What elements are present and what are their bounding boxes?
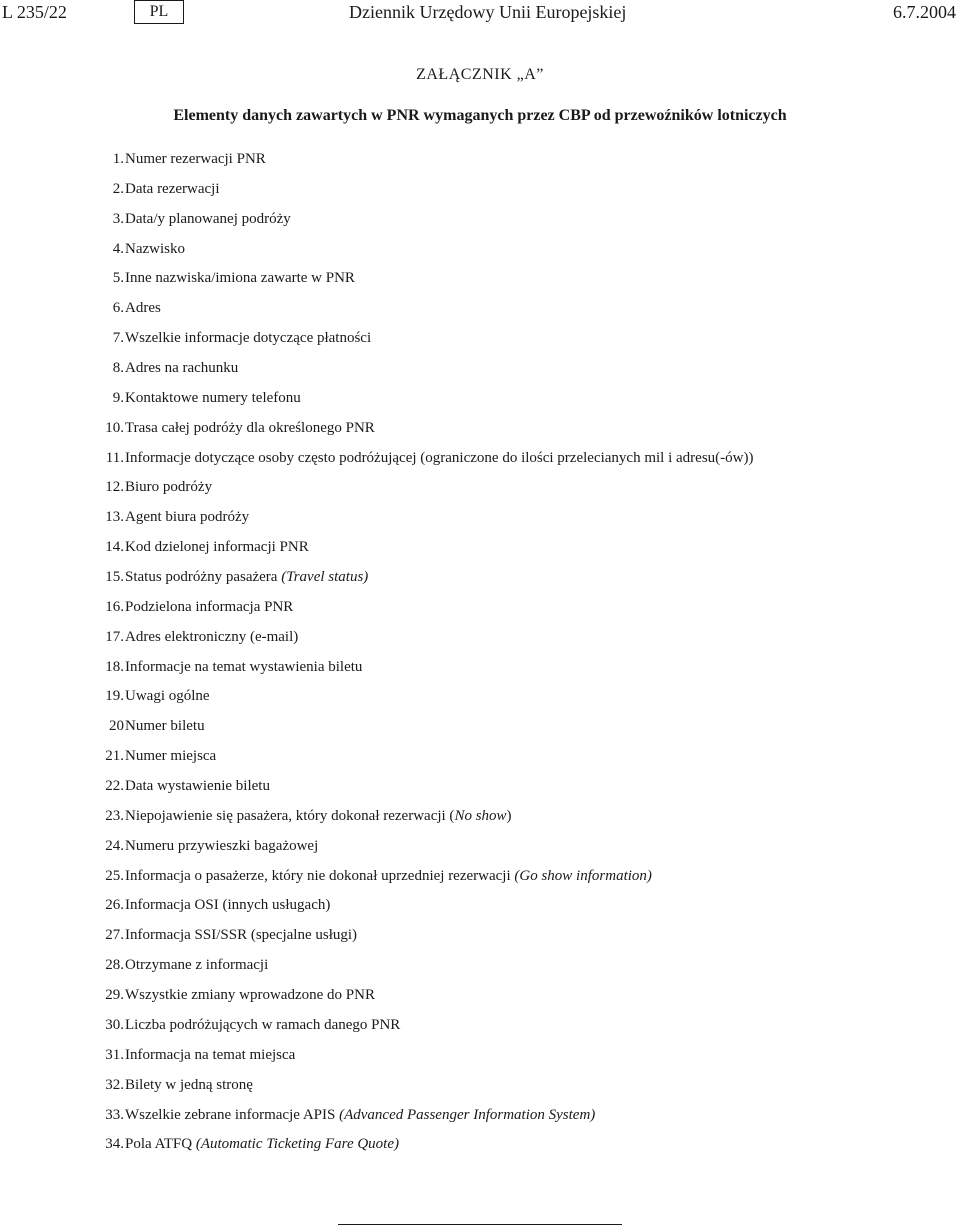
text-segment: Agent biura podróży — [125, 509, 250, 526]
text-segment: Otrzymane z informacji — [125, 957, 269, 974]
list-item — [0, 685, 960, 715]
list-item-number: 32. — [105, 1076, 124, 1093]
list-item-text — [125, 536, 309, 558]
list-item-text — [125, 267, 355, 289]
list-item — [0, 387, 960, 417]
list-item-text — [125, 894, 330, 916]
list-item-number: 27. — [105, 927, 124, 944]
text-segment: Nazwisko — [125, 240, 185, 257]
list-item-text — [125, 865, 652, 887]
journal-title: Dziennik Urzędowy Unii Europejskiej — [349, 2, 627, 22]
list-item-text — [125, 805, 512, 827]
list-item-text — [125, 297, 161, 319]
list-item-text — [125, 476, 212, 498]
list-item — [0, 894, 960, 924]
text-segment: Wszelkie informacje dotyczące płatności — [125, 330, 372, 347]
text-segment: Trasa całej podróży dla określonego PNR — [125, 419, 375, 436]
text-segment: Informacja SSI/SSR (specjalne usługi) — [125, 927, 358, 944]
document-title: Elementy danych zawartych w PNR wymaganych przez CBP od przewoźników lotniczych — [173, 107, 787, 124]
page-reference: L 235/22 — [2, 2, 67, 22]
list-item-text — [125, 1074, 253, 1096]
text-segment: Wszelkie zebrane informacje APIS — [125, 1106, 340, 1123]
list-item — [0, 208, 960, 238]
list-item — [0, 1014, 960, 1044]
list-item-text — [125, 984, 375, 1006]
list-item-number: 31. — [105, 1046, 124, 1063]
list-item-text — [125, 715, 205, 737]
list-item — [0, 297, 960, 327]
list-item-number: 34. — [105, 1136, 124, 1153]
text-segment: Liczba podróżujących w ramach danego PNR — [125, 1016, 401, 1033]
text-segment: Biuro podróży — [125, 479, 213, 496]
list-item-number: 10. — [105, 419, 124, 436]
list-item-text — [125, 775, 270, 797]
list-item-number: 17. — [105, 628, 124, 645]
list-item-text — [125, 1133, 399, 1155]
list-item-number: 4. — [112, 240, 124, 257]
list-item-text — [125, 447, 753, 469]
list-item-text — [125, 417, 375, 439]
list-item — [0, 506, 960, 536]
italic-term: No show — [454, 807, 507, 824]
list-item-text — [125, 685, 210, 707]
list-item — [0, 327, 960, 357]
text-segment: Podzielona informacja PNR — [125, 598, 294, 615]
list-item — [0, 865, 960, 895]
list-item — [0, 656, 960, 686]
list-item-text — [125, 178, 220, 200]
list-item-number: 9. — [112, 389, 124, 406]
list-item-number: 11. — [105, 449, 124, 466]
text-segment: Status podróżny pasażera — [125, 569, 282, 586]
list-item-text — [125, 596, 293, 618]
list-item-number: 14. — [105, 539, 124, 556]
text-segment: Uwagi ogólne — [125, 688, 210, 705]
language-badge: PL — [134, 0, 184, 24]
list-item — [0, 267, 960, 297]
list-item-number: 8. — [112, 360, 124, 377]
italic-term: (Automatic Ticketing Fare Quote) — [195, 1136, 400, 1153]
list-item-text — [125, 1044, 295, 1066]
list-item-number: 30. — [105, 1016, 124, 1033]
list-item-number: 5. — [112, 270, 124, 287]
list-item — [0, 715, 960, 745]
list-item-number: 24. — [105, 837, 124, 854]
list-item — [0, 775, 960, 805]
list-item — [0, 1104, 960, 1134]
list-item-text — [125, 148, 266, 170]
list-item — [0, 178, 960, 208]
list-item — [0, 1074, 960, 1104]
text-segment: Data/y planowanej podróży — [125, 210, 291, 227]
list-item-number: 15. — [105, 569, 124, 586]
list-item — [0, 924, 960, 954]
list-item-number: 12. — [105, 479, 124, 496]
list-item-number: 18. — [105, 658, 124, 675]
list-item — [0, 447, 960, 477]
text-segment: Informacje dotyczące osoby często podróżującej (ograniczone do ilości przelecianych mil i adresu(-ów)) — [125, 449, 754, 466]
list-item-text — [125, 357, 238, 379]
text-segment: ) — [506, 807, 512, 824]
list-item — [0, 1044, 960, 1074]
text-segment: Informacje na temat wystawienia biletu — [125, 658, 363, 675]
list-item-text — [125, 566, 368, 588]
list-item — [0, 476, 960, 506]
text-segment: Pola ATFQ — [125, 1136, 196, 1153]
list-item-text — [125, 626, 298, 648]
italic-term: (Travel status) — [281, 569, 369, 586]
text-segment: Niepojawienie się pasażera, który dokonał rezerwacji ( — [125, 807, 455, 824]
data-elements-list — [0, 148, 960, 1163]
text-segment: Kontaktowe numery telefonu — [125, 389, 301, 406]
text-segment: Informacja na temat miejsca — [125, 1046, 296, 1063]
text-segment: Inne nazwiska/imiona zawarte w PNR — [125, 270, 355, 287]
list-item-number: 16. — [105, 598, 124, 615]
text-segment: Bilety w jedną stronę — [125, 1076, 253, 1093]
list-item-number: 19. — [105, 688, 124, 705]
text-segment: Adres na rachunku — [125, 360, 239, 377]
list-item — [0, 566, 960, 596]
text-segment: Adres elektroniczny (e-mail) — [125, 628, 299, 645]
list-item — [0, 357, 960, 387]
list-item — [0, 626, 960, 656]
italic-term: (Go show information) — [514, 867, 652, 884]
list-item-text — [125, 1014, 400, 1036]
list-item — [0, 745, 960, 775]
list-item-text — [125, 387, 301, 409]
list-item-text — [125, 238, 185, 260]
text-segment: Kod dzielonej informacji PNR — [125, 539, 309, 556]
text-segment: Numer rezerwacji PNR — [125, 151, 266, 167]
list-item-text — [125, 208, 291, 230]
list-item-text — [125, 656, 362, 678]
list-item-number: 29. — [105, 987, 124, 1004]
text-segment: Numer miejsca — [125, 748, 217, 765]
list-item — [0, 1133, 960, 1163]
footer-divider — [338, 1224, 622, 1225]
text-segment: Informacja OSI (innych usługach) — [125, 897, 331, 914]
list-item-number: 21. — [105, 748, 124, 765]
list-item-number: 25. — [105, 867, 124, 884]
list-item-text — [125, 924, 357, 946]
list-item — [0, 984, 960, 1014]
text-segment: Data wystawienie biletu — [125, 778, 270, 795]
list-item-text — [125, 954, 268, 976]
text-segment: Numer biletu — [125, 718, 205, 735]
list-item-number: 33. — [105, 1106, 124, 1123]
list-item-text — [125, 745, 216, 767]
list-item-number: 1. — [112, 151, 124, 167]
publication-date: 6.7.2004 — [893, 2, 956, 22]
list-item-number: 2. — [112, 180, 124, 197]
list-item-number: 22. — [105, 778, 124, 795]
list-item-number: 20 — [109, 718, 124, 735]
text-segment: Numeru przywieszki bagażowej — [125, 837, 319, 854]
list-item-number: 13. — [105, 509, 124, 526]
list-item-text — [125, 1104, 595, 1126]
list-item-text — [125, 506, 249, 528]
list-item-number: 3. — [112, 210, 124, 227]
list-item — [0, 238, 960, 268]
text-segment: Data rezerwacji — [125, 180, 220, 197]
page-header — [0, 0, 960, 30]
list-item-text — [125, 835, 318, 857]
list-item-number: 23. — [105, 807, 124, 824]
list-item — [0, 536, 960, 566]
annex-title: ZAŁĄCZNIK „A” — [416, 66, 544, 83]
list-item — [0, 148, 960, 178]
list-item-text — [125, 327, 371, 349]
list-item — [0, 954, 960, 984]
list-item-number: 26. — [105, 897, 124, 914]
list-item — [0, 805, 960, 835]
list-item-number: 6. — [112, 300, 124, 317]
list-item — [0, 835, 960, 865]
list-item-number: 7. — [112, 330, 124, 347]
text-segment: Informacja o pasażerze, który nie dokonał uprzedniej rezerwacji — [125, 867, 515, 884]
list-item — [0, 417, 960, 447]
text-segment: Adres — [125, 300, 161, 317]
italic-term: (Advanced Passenger Information System) — [339, 1106, 596, 1123]
list-item-number: 28. — [105, 957, 124, 974]
list-item — [0, 596, 960, 626]
text-segment: Wszystkie zmiany wprowadzone do PNR — [125, 987, 375, 1004]
